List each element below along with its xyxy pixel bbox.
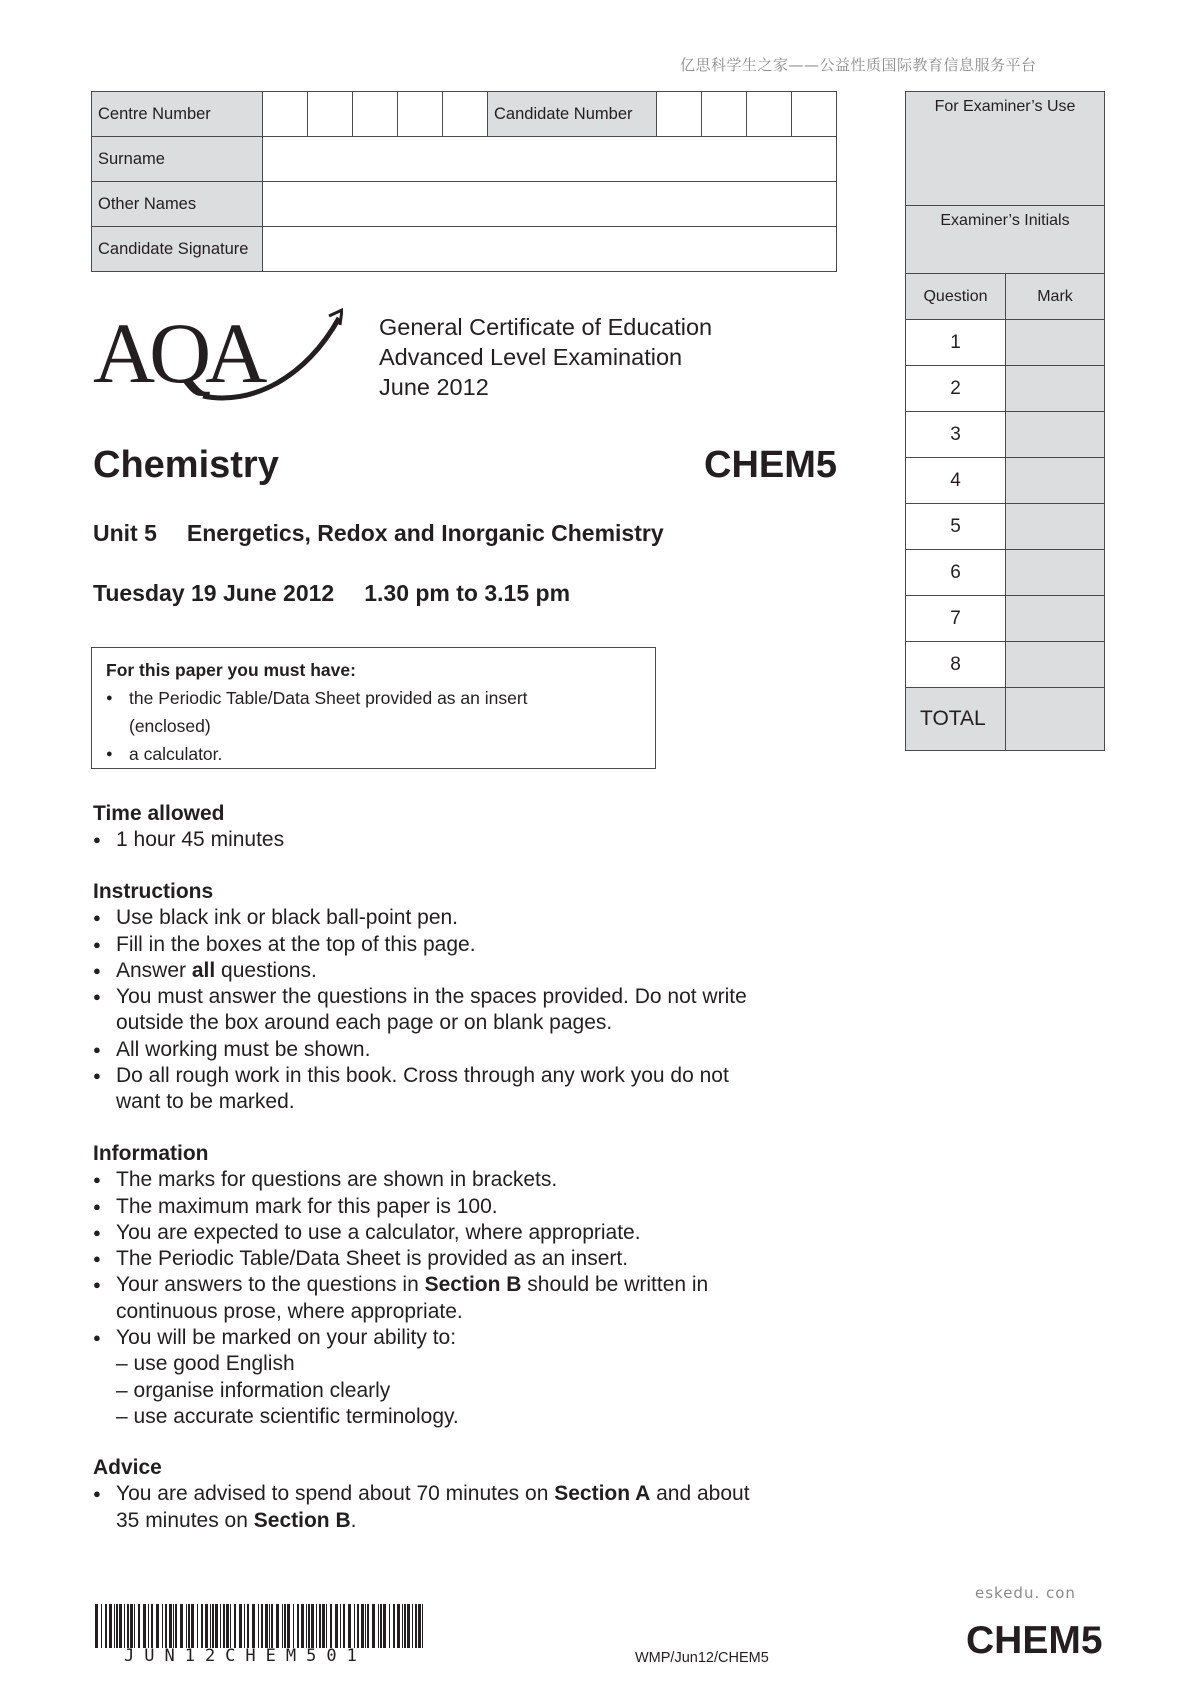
unit-number: Unit 5: [93, 520, 157, 546]
exam-date-line: [93, 580, 570, 607]
sub-item: – organise information clearly: [116, 1378, 391, 1402]
section-title: Time allowed: [93, 802, 225, 825]
information-section: [93, 1141, 813, 1430]
question-row: [906, 320, 1104, 366]
must-have-item: ● the Periodic Table/Data Sheet provided as an insert (enclosed): [106, 684, 641, 740]
exam-date: Tuesday 19 June 2012: [93, 580, 335, 606]
list-item: ● You must answer the questions in the spaces provided. Do not write outside the box around each page or on blank pages.: [93, 984, 813, 1037]
unit-title: Energetics, Redox and Inorganic Chemistry: [186, 520, 664, 546]
section-title: Instructions: [93, 880, 214, 903]
mark-cell[interactable]: [1006, 458, 1104, 503]
question-row: [906, 596, 1104, 642]
question-number: 1: [906, 320, 1006, 365]
total-cell[interactable]: [1006, 688, 1104, 750]
exam-time: 1.30 pm to 3.15 pm: [364, 580, 571, 606]
question-number: 8: [906, 642, 1006, 687]
list-item: ● Use black ink or black ball-point pen.: [93, 905, 813, 931]
paper-code: CHEM5: [704, 444, 838, 486]
examiner-use-box: [905, 91, 1105, 751]
watermark-top: 亿思科学生之家——公益性质国际教育信息服务平台: [680, 56, 1037, 74]
question-row: [906, 504, 1104, 550]
question-number: 2: [906, 366, 1006, 411]
aqa-logo: [91, 308, 343, 408]
question-header: Question: [906, 274, 1006, 319]
mark-cell[interactable]: [1006, 642, 1104, 687]
sub-item: – use accurate scientific terminology.: [116, 1404, 459, 1428]
barcode: [95, 1604, 425, 1648]
list-item: ● You are expected to use a calculator, where appropriate.: [93, 1220, 813, 1246]
must-have-box: [91, 647, 656, 769]
mark-cell[interactable]: [1006, 366, 1104, 411]
list-item: ● You are advised to spend about 70 minutes on Section A and about 35 minutes on Section B.: [93, 1481, 813, 1534]
subject-title: Chemistry: [93, 444, 279, 486]
surname-label: Surname: [92, 137, 263, 182]
exam-session: June 2012: [379, 374, 489, 400]
question-row: [906, 366, 1104, 412]
total-row: [906, 688, 1104, 750]
surname-field[interactable]: [263, 137, 837, 182]
question-number: 5: [906, 504, 1006, 549]
must-have-item: ● a calculator.: [106, 740, 641, 768]
examiner-initials-label: Examiner’s Initials: [906, 206, 1104, 274]
question-row: [906, 458, 1104, 504]
question-row: [906, 412, 1104, 458]
mark-cell[interactable]: [1006, 550, 1104, 595]
centre-number-box[interactable]: [353, 92, 398, 137]
centre-number-box[interactable]: [263, 92, 308, 137]
question-number: 6: [906, 550, 1006, 595]
paper-reference: WMP/Jun12/CHEM5: [635, 1650, 769, 1666]
must-have-title: For this paper you must have:: [106, 660, 356, 680]
mark-header: Mark: [1006, 274, 1104, 319]
logo-text: AQA: [93, 308, 262, 401]
candidate-number-label: Candidate Number: [488, 92, 657, 137]
signature-field[interactable]: [263, 227, 837, 272]
qualification-info: [379, 312, 712, 402]
examiner-header-row: [906, 274, 1104, 320]
candidate-number-box[interactable]: [657, 92, 702, 137]
question-number: 3: [906, 412, 1006, 457]
sub-item: – use good English: [116, 1352, 295, 1376]
total-label: TOTAL: [906, 688, 1006, 750]
question-row: [906, 642, 1104, 688]
list-item: ● You will be marked on your ability to:: [93, 1325, 813, 1351]
list-item: ● All working must be shown.: [93, 1037, 813, 1063]
list-item: ● Your answers to the questions in Section B should be written in continuous prose, where appropriate.: [93, 1272, 813, 1325]
candidate-number-box[interactable]: [747, 92, 792, 137]
mark-cell[interactable]: [1006, 320, 1104, 365]
time-allowed-section: [93, 801, 813, 854]
unit-line: [93, 520, 664, 547]
other-names-field[interactable]: [263, 182, 837, 227]
question-number: 4: [906, 458, 1006, 503]
centre-number-box[interactable]: [398, 92, 443, 137]
centre-number-label: Centre Number: [92, 92, 263, 137]
footer-paper-code: CHEM5: [966, 1619, 1103, 1662]
watermark-bottom: eskedu. con: [975, 1584, 1076, 1602]
mark-cell[interactable]: [1006, 504, 1104, 549]
centre-number-box[interactable]: [443, 92, 488, 137]
mark-cell[interactable]: [1006, 596, 1104, 641]
qualification-line: General Certificate of Education: [379, 314, 713, 340]
advice-section: [93, 1455, 813, 1534]
list-item: ● The Periodic Table/Data Sheet is provided as an insert.: [93, 1246, 813, 1272]
examiner-use-title: For Examiner’s Use: [906, 92, 1104, 206]
candidate-number-box[interactable]: [792, 92, 837, 137]
list-item: ● The marks for questions are shown in brackets.: [93, 1167, 813, 1193]
section-title: Information: [93, 1142, 209, 1165]
list-item: ● 1 hour 45 minutes: [93, 827, 813, 853]
list-item: ● Do all rough work in this book. Cross through any work you do not want to be marked.: [93, 1063, 813, 1116]
candidate-details-table: [91, 91, 837, 272]
barcode-text: JUN12CHEM501: [124, 1646, 367, 1666]
question-number: 7: [906, 596, 1006, 641]
signature-label: Candidate Signature: [92, 227, 263, 272]
question-row: [906, 550, 1104, 596]
candidate-number-box[interactable]: [702, 92, 747, 137]
list-item: ● Answer all questions.: [93, 958, 813, 984]
list-item: ● Fill in the boxes at the top of this page.: [93, 932, 813, 958]
list-item: ● The maximum mark for this paper is 100.: [93, 1194, 813, 1220]
other-names-label: Other Names: [92, 182, 263, 227]
instructions-section: [93, 879, 813, 1116]
mark-cell[interactable]: [1006, 412, 1104, 457]
qualification-line: Advanced Level Examination: [379, 344, 683, 370]
section-title: Advice: [93, 1456, 162, 1479]
centre-number-box[interactable]: [308, 92, 353, 137]
